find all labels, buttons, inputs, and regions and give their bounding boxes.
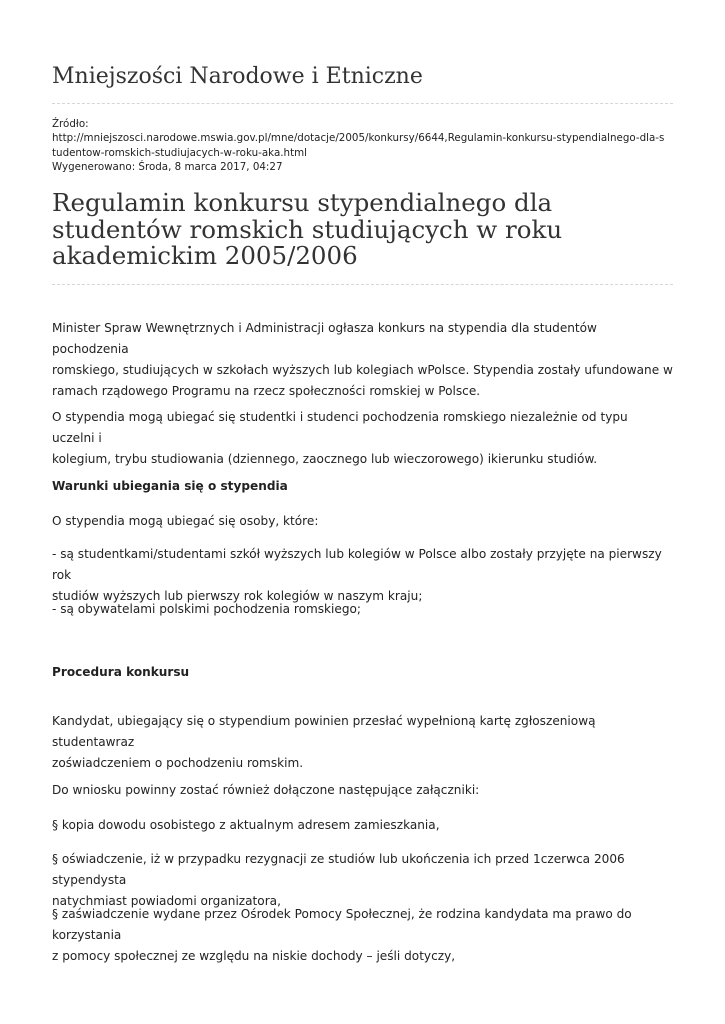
condition-students-line-2: studiów wyższych lub pierwszy rok kolegiów w naszym kraju; (52, 589, 423, 603)
procedure-paragraph (52, 711, 673, 774)
section-heading-procedure: Procedura konkursu (52, 665, 190, 679)
eligibility-line-1: O stypendia mogą ubiegać się studentki i studenci pochodzenia romskiego niezależnie od typu uczelni i (52, 410, 628, 445)
declaration-line-1: § oświadczenie, iż w przypadku rezygnacji ze studiów lub ukończenia ich przed 1czerwca 2006 stypendysta (52, 852, 625, 887)
intro-line-2: romskiego, studiujących w szkołach wyższych lub kolegiach wPolsce. Stypendia zostały ufundowane w (52, 363, 673, 377)
title-divider (52, 284, 673, 285)
source-label: Źródło: (52, 118, 89, 130)
condition-students-line-1: - są studentkami/studentami szkół wyższych lub kolegiów w Polsce albo zostały przyjęte na pierwszy rok (52, 547, 662, 582)
section-heading-conditions: Warunki ubiegania się o stypendia (52, 479, 288, 493)
site-title: Mniejszości Narodowe i Etniczne (52, 64, 423, 89)
header-divider (52, 103, 673, 104)
document-title (52, 190, 673, 270)
eligibility-line-2: kolegium, trybu studiowania (dziennego, zaocznego lub wieczorowego) ikierunku studiów. (52, 452, 598, 466)
intro-paragraph (52, 318, 673, 402)
condition-item-students (52, 544, 673, 607)
source-meta (52, 117, 673, 174)
title-line-2: studentów romskich studiujących w roku (52, 214, 563, 244)
social-certificate-line-2: z pomocy społecznej ze względu na niskie dochody – jeśli dotyczy, (52, 949, 456, 963)
procedure-line-1: Kandydat, ubiegający się o stypendium powinien przesłać wypełnioną kartę zgłoszeniową studentawraz (52, 714, 596, 749)
generated-timestamp: Wygenerowano: Środa, 8 marca 2017, 04:27 (52, 160, 283, 173)
source-url-line-2: tudentow-romskich-studiujacych-w-roku-aka.html (52, 146, 308, 159)
attachment-item-social-certificate (52, 904, 673, 967)
attachment-item-id-copy: § kopia dowodu osobistego z aktualnym adresem zamieszkania, (52, 818, 440, 832)
title-line-3: akademickim 2005/2006 (52, 241, 358, 270)
attachment-item-declaration (52, 849, 673, 912)
source-url-line-1: http://mniejszosci.narodowe.mswia.gov.pl/mne/dotacje/2005/konkursy/6644,Regulamin-konkursu-stypendialnego-dla-s (52, 132, 665, 145)
declaration-line-2: natychmiast powiadomi organizatora, (52, 894, 281, 908)
social-certificate-line-1: § zaświadczenie wydane przez Ośrodek Pomocy Społecznej, że rodzina kandydata ma prawo do korzystania (52, 907, 632, 942)
intro-line-3: ramach rządowego Programu na rzecz społeczności romskiej w Polsce. (52, 384, 481, 398)
intro-line-1: Minister Spraw Wewnętrznych i Administracji ogłasza konkurs na stypendia dla studentów pochodzenia (52, 321, 597, 356)
condition-item-citizens: - są obywatelami polskimi pochodzenia romskiego; (52, 602, 361, 616)
procedure-line-2: zoświadczeniem o pochodzeniu romskim. (52, 756, 304, 770)
attachments-intro: Do wniosku powinny zostać również dołączone następujące załączniki: (52, 783, 480, 797)
title-line-1: Regulamin konkursu stypendialnego dla (52, 188, 553, 217)
conditions-intro: O stypendia mogą ubiegać się osoby, które: (52, 514, 319, 528)
eligibility-paragraph (52, 407, 673, 470)
